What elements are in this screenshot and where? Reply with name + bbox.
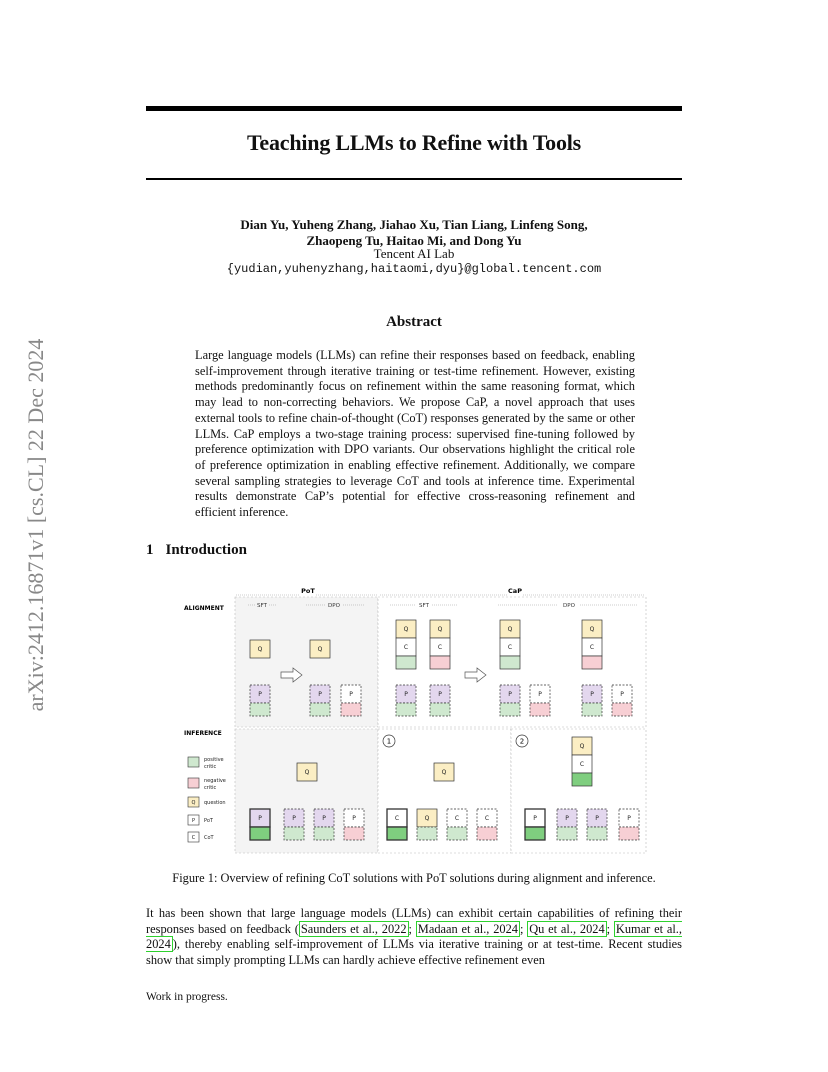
- inference-label: INFERENCE: [184, 730, 222, 737]
- positive-critic: [430, 703, 450, 716]
- positive-critic: [387, 827, 407, 840]
- svg-text:question: question: [204, 800, 226, 806]
- positive-critic: [447, 827, 467, 840]
- positive-critic: [500, 656, 520, 669]
- cot-box-label: C: [454, 815, 460, 822]
- pot-box-label: P: [349, 691, 353, 698]
- question-box-label: Q: [257, 646, 263, 653]
- paper-title: Teaching LLMs to Refine with Tools: [246, 130, 582, 155]
- positive-critic: [417, 827, 437, 840]
- cot-box-label: C: [507, 644, 513, 651]
- question-box-label: Q: [507, 626, 513, 633]
- negative-critic: [619, 827, 639, 840]
- title-bottom-rule: [146, 178, 682, 180]
- pot-box-label: P: [508, 691, 512, 698]
- svg-text:P: P: [191, 818, 196, 824]
- abstract-text: Large language models (LLMs) can refine their responses based on feedback, enabling self-improvement through iterative training or test-time refinement. However, existing methods predominantly focus on refinement within the same reasoning format, which may lead to non-correcting behaviors. We propose CaP, a novel approach that uses external tools to refine chain-of-thought (CoT) responses generated by the same or other LLMs. CaP employs a two-stage training process: supervised fine-tuning followed by preference optimization with DPO variants. Our observations highlight the critical role of preference optimization in enabling effective refinement. Additionally, we compare several sampling strategies to leverage CoT and tools at inference time. Experimental results demonstrate CaP’s potential for effective cross-reasoning refinement and efficient inference.: [195, 348, 635, 520]
- pot-box-label: P: [404, 691, 408, 698]
- negative-critic: [341, 703, 361, 716]
- question-box-label: Q: [403, 626, 409, 633]
- positive-critic: [500, 703, 520, 716]
- cot-box-label: C: [589, 644, 595, 651]
- pot-box-label: P: [620, 691, 624, 698]
- positive-critic: [582, 703, 602, 716]
- author-email: {yudian,yuhenyzhang,haitaomi,dyu}@global.tencent.com: [226, 262, 602, 276]
- svg-text:C: C: [191, 835, 196, 841]
- svg-text:critic: critic: [204, 785, 217, 791]
- figure-1: [180, 585, 648, 855]
- pot-dpo-label: DPO: [328, 603, 340, 609]
- alignment-label: ALIGNMENT: [184, 605, 224, 612]
- cap-header: CaP: [508, 587, 522, 595]
- citation-link[interactable]: Saunders et al., 2022: [300, 921, 407, 936]
- citation-link[interactable]: Qu et al., 2024: [529, 921, 605, 936]
- figure-caption: Figure 1: Overview of refining CoT solutions with PoT solutions during alignment and inference.: [172, 871, 656, 885]
- negative-critic: [530, 703, 550, 716]
- affiliation: Tencent AI Lab: [373, 246, 455, 261]
- positive-critic: [284, 827, 304, 840]
- question-box-label: Q: [579, 743, 585, 750]
- positive-critic: [557, 827, 577, 840]
- pot-box-label: P: [258, 815, 262, 822]
- pot-box-label: P: [292, 815, 296, 822]
- cot-box-label: C: [579, 761, 585, 768]
- footnote: Work in progress.: [146, 991, 228, 1003]
- positive-critic: [396, 656, 416, 669]
- negative-critic: [582, 656, 602, 669]
- authors-line-1: Dian Yu, Yuheng Zhang, Jiahao Xu, Tian Liang, Linfeng Song,: [240, 217, 588, 232]
- positive-critic: [525, 827, 545, 840]
- abstract-heading: Abstract: [386, 314, 442, 330]
- cot-box-label: C: [403, 644, 409, 651]
- question-box-label: Q: [424, 815, 430, 822]
- positive-critic: [250, 827, 270, 840]
- svg-text:critic: critic: [204, 764, 217, 770]
- cap-sft-label: SFT: [419, 603, 429, 609]
- svg-text:1: 1: [386, 737, 392, 746]
- question-box-label: Q: [437, 626, 443, 633]
- pot-box-label: P: [627, 815, 631, 822]
- citation-link[interactable]: Kumar et al., 2024: [146, 921, 682, 952]
- section-number: 1: [146, 542, 154, 558]
- svg-text:positive: positive: [204, 757, 224, 763]
- section-title: Introduction: [165, 542, 247, 558]
- negative-critic: [477, 827, 497, 840]
- figure-legend: [188, 757, 226, 842]
- question-box-label: Q: [317, 646, 323, 653]
- cot-box-label: C: [394, 815, 400, 822]
- pot-box-label: P: [258, 691, 262, 698]
- pot-box-label: P: [438, 691, 442, 698]
- cap-dpo-label: DPO: [563, 603, 575, 609]
- positive-critic: [587, 827, 607, 840]
- pot-box-label: P: [318, 691, 322, 698]
- positive-critic: [310, 703, 330, 716]
- svg-text:CoT: CoT: [204, 835, 214, 841]
- positive-critic: [572, 773, 592, 786]
- positive-critic: [250, 703, 270, 716]
- author-list: [146, 217, 682, 249]
- question-box-label: Q: [441, 769, 447, 776]
- pot-header: PoT: [301, 587, 315, 595]
- positive-critic: [396, 703, 416, 716]
- title-top-rule: [146, 106, 682, 111]
- negative-critic: [344, 827, 364, 840]
- pot-box-label: P: [565, 815, 569, 822]
- cot-box-label: C: [437, 644, 443, 651]
- pot-sft-label: SFT: [257, 603, 267, 609]
- question-box-label: Q: [589, 626, 595, 633]
- citation-link[interactable]: Madaan et al., 2024: [417, 921, 518, 936]
- pot-box-label: P: [590, 691, 594, 698]
- pot-box-label: P: [533, 815, 537, 822]
- negative-critic: [430, 656, 450, 669]
- question-box-label: Q: [304, 769, 310, 776]
- pot-box-label: P: [595, 815, 599, 822]
- pot-box-label: P: [538, 691, 542, 698]
- cot-box-label: C: [484, 815, 490, 822]
- svg-text:PoT: PoT: [204, 818, 213, 824]
- svg-text:Q: Q: [191, 800, 196, 806]
- arxiv-watermark: arXiv:2412.16871v1 [cs.CL] 22 Dec 2024: [23, 338, 48, 712]
- svg-text:negative: negative: [204, 778, 226, 784]
- authors-line-2: Zhaopeng Tu, Haitao Mi, and Dong Yu: [306, 233, 522, 248]
- section-heading: [146, 542, 247, 559]
- pot-box-label: P: [352, 815, 356, 822]
- negative-critic: [612, 703, 632, 716]
- pot-box-label: P: [322, 815, 326, 822]
- svg-text:2: 2: [519, 737, 525, 746]
- intro-paragraph: It has been shown that large language models (LLMs) can exhibit certain capabilities of refining their responses based on feedback ( Saunders et al., 2022 ; Madaan et al., 2024 ; Qu et al., 2024 ; Kumar et al., 2024 ), thereby enabling self-improvement of LLMs via iterative training or at test-time. Recent studies show that simply prompting LLMs can hardly achieve effective refinement even: [146, 906, 682, 967]
- positive-critic: [314, 827, 334, 840]
